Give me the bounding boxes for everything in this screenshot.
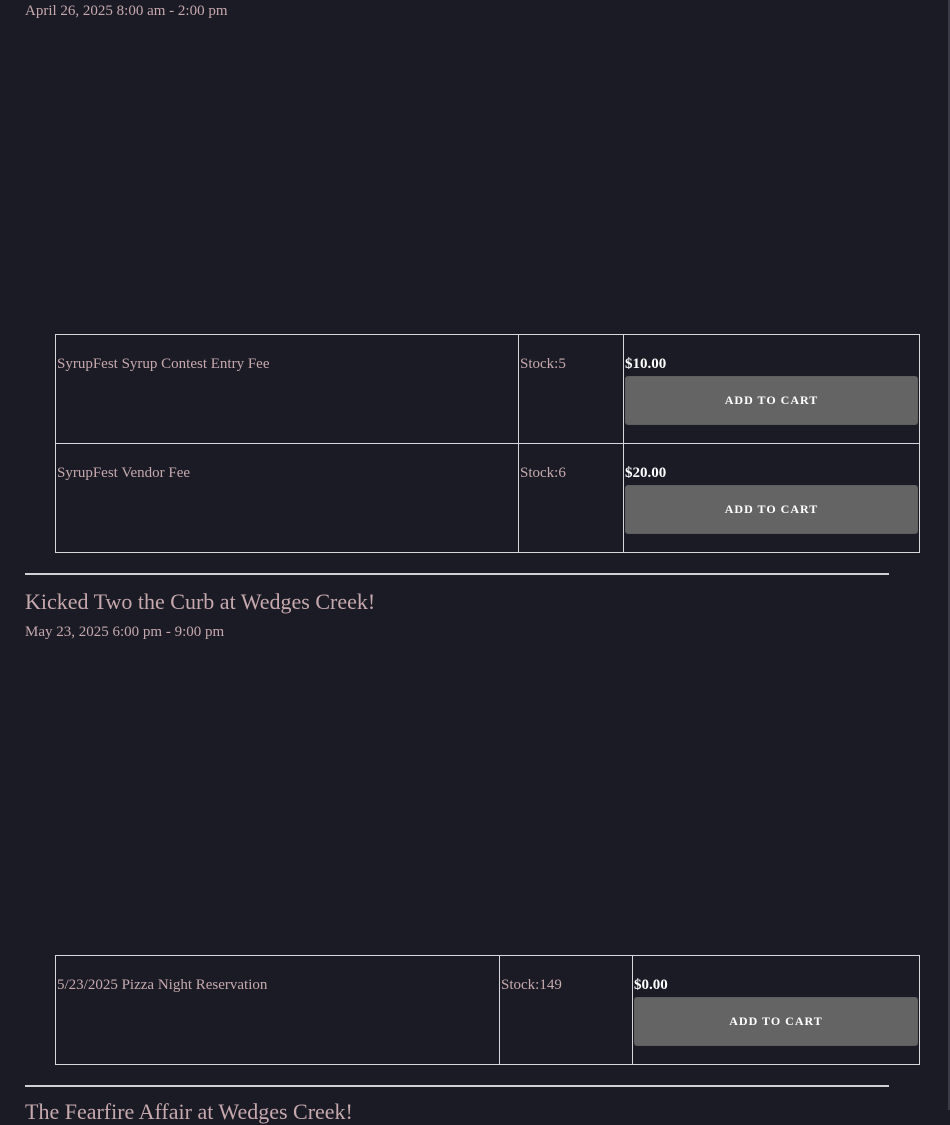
add-to-cart-button[interactable]: ADD TO CART bbox=[625, 485, 918, 534]
ticket-table bbox=[55, 955, 920, 1065]
stock-count: Stock:6 bbox=[520, 465, 566, 481]
table-row bbox=[56, 444, 920, 553]
item-name-cell bbox=[56, 956, 500, 1065]
event-date: April 26, 2025 8:00 am - 2:00 pm bbox=[25, 3, 228, 19]
stock-count: Stock:149 bbox=[501, 977, 562, 993]
add-to-cart-button[interactable]: ADD TO CART bbox=[634, 997, 918, 1046]
table-row bbox=[56, 956, 920, 1065]
price-cell bbox=[633, 956, 920, 1065]
event-title[interactable]: Kicked Two the Curb at Wedges Creek! bbox=[25, 589, 376, 614]
item-name: 5/23/2025 Pizza Night Reservation bbox=[57, 977, 268, 993]
item-name: SyrupFest Syrup Contest Entry Fee bbox=[57, 356, 270, 372]
ticket-table bbox=[55, 334, 920, 553]
item-name-cell bbox=[56, 444, 519, 553]
price-cell bbox=[624, 335, 920, 444]
event-date: May 23, 2025 6:00 pm - 9:00 pm bbox=[25, 624, 225, 640]
price-cell bbox=[624, 444, 920, 553]
table-row bbox=[56, 335, 920, 444]
stock-cell bbox=[500, 956, 633, 1065]
event-divider bbox=[25, 1085, 889, 1087]
event-title[interactable]: The Fearfire Affair at Wedges Creek! bbox=[25, 1099, 353, 1124]
add-to-cart-button[interactable]: ADD TO CART bbox=[625, 376, 918, 425]
stock-cell bbox=[519, 335, 624, 444]
item-name-cell bbox=[56, 335, 519, 444]
item-price: $0.00 bbox=[634, 977, 668, 993]
item-price: $10.00 bbox=[625, 356, 667, 372]
event-divider bbox=[25, 573, 889, 575]
stock-cell bbox=[519, 444, 624, 553]
stock-count: Stock:5 bbox=[520, 356, 566, 372]
item-price: $20.00 bbox=[625, 465, 667, 481]
item-name: SyrupFest Vendor Fee bbox=[57, 465, 191, 481]
